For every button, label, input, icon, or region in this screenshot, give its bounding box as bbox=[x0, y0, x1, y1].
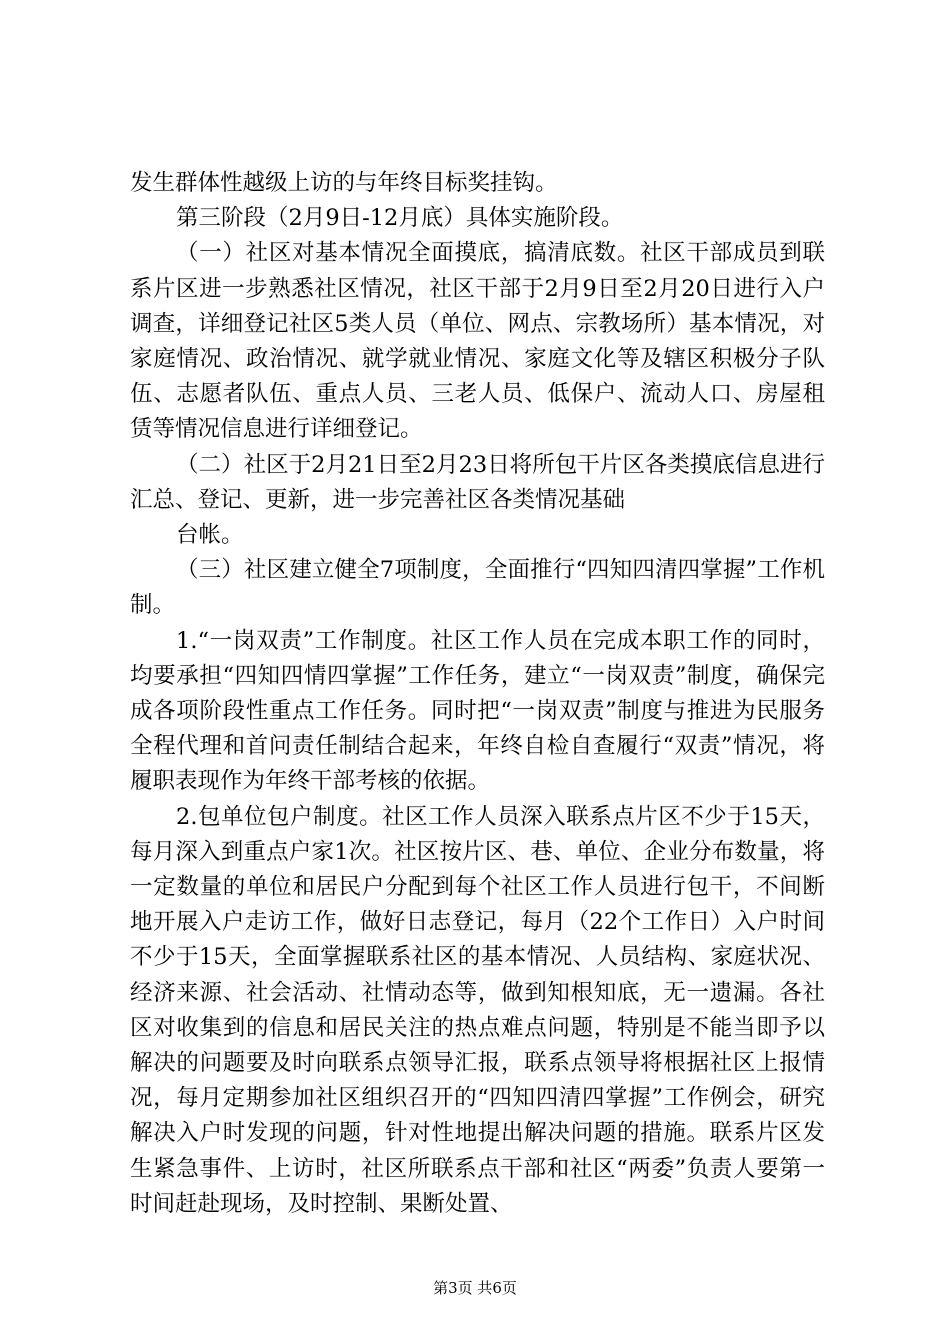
paragraph: 1.“一岗双责”工作制度。社区工作人员在完成本职工作的同时，均要承担“四知四情四掌握”工作任务，建立“一岗双责”制度，确保完成各项阶段性重点工作任务。同时把“一岗双责”制度与推进为民服务全程代理和首问责任制结合起来，年终自检自查履行“双责”情况，将履职表现作为年终干部考核的依据。 bbox=[130, 627, 825, 795]
paragraph: （三）社区建立健全7项制度，全面推行“四知四清四掌握”工作机制。 bbox=[130, 557, 825, 619]
paragraph: 发生群体性越级上访的与年终目标奖挂钩。 bbox=[130, 170, 558, 196]
paragraph: 第三阶段（2月9日-12月底）具体实施阶段。 bbox=[176, 205, 624, 232]
paragraph: 台帐。 bbox=[176, 522, 244, 549]
paragraph: （一）社区对基本情况全面摸底，搞清底数。社区干部成员到联系片区进一步熟悉社区情况，社区干部于2月9日至2月20日进行入户调查，详细登记社区5类人员（单位、网点、宗教场所）基本情况，对家庭情况、政治情况、就学就业情况、家庭文化等及辖区积极分子队伍、志愿者队伍、重点人员、三老人员、低保户、流动人口、房屋租赁等情况信息进行详细登记。 bbox=[130, 240, 825, 443]
body-text bbox=[130, 166, 825, 1222]
paragraph: （二）社区于2月21日至2月23日将所包干片区各类摸底信息进行汇总、登记、更新，进一步完善社区各类情况基础 bbox=[130, 451, 825, 513]
page-footer: 第3页 共6页 bbox=[433, 1279, 517, 1297]
paragraph: 2.包单位包户制度。社区工作人员深入联系点片区不少于15天，每月深入到重点户家1次。社区按片区、巷、单位、企业分布数量，将一定数量的单位和居民户分配到每个社区工作人员进行包干，不间断地开展入户走访工作，做好日志登记，每月（22个工作日）入户时间不少于15天，全面掌握联系社区的基本情况、人员结构、家庭状况、经济来源、社会活动、社情动态等，做到知根知底，无一遗漏。各社区对收集到的信息和居民关注的热点难点问题，特别是不能当即予以解决的问题要及时向联系点领导汇报，联系点领导将根据社区上报情况，每月定期参加社区组织召开的“四知四清四掌握”工作例会，研究解决入户时发现的问题，针对性地提出解决问题的措施。联系片区发生紧急事件、上访时，社区所联系点干部和社区“两委”负责人要第一时间赶赴现场，及时控制、果断处置、 bbox=[130, 803, 825, 1217]
